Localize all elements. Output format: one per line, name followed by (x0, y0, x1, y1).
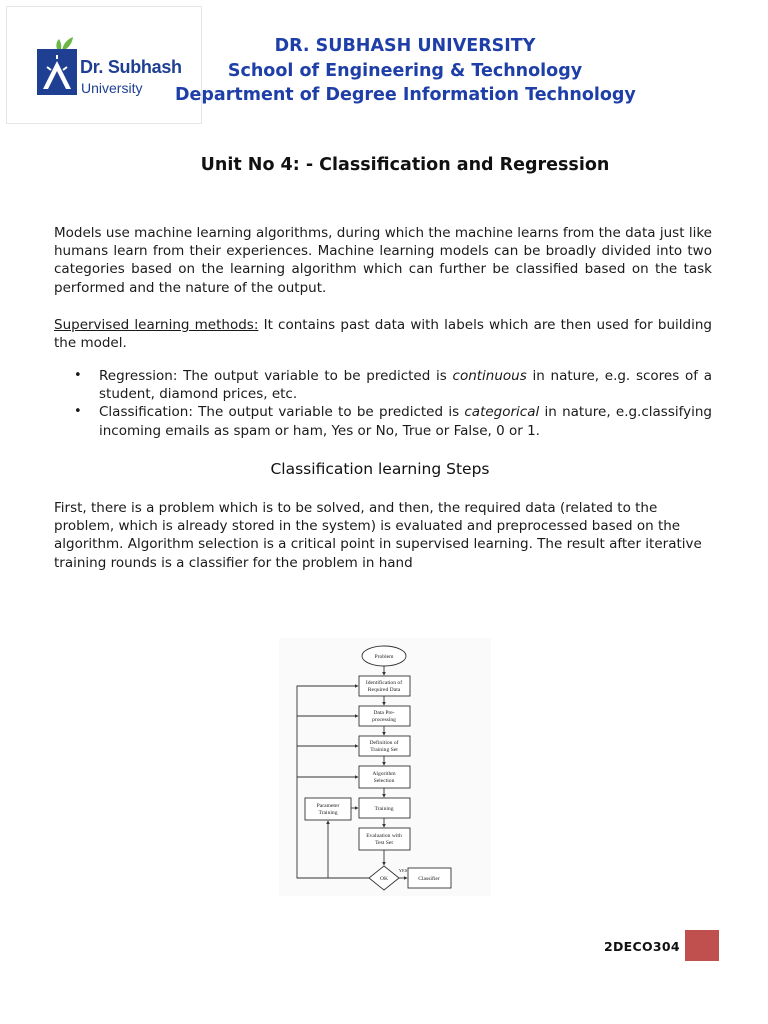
logo-emblem-icon (37, 37, 77, 97)
flow-parameter-label: Parameter (316, 803, 340, 809)
flow-evaluation-label-2: Test Set (375, 840, 393, 846)
university-logo (6, 6, 202, 124)
flow-classifier-label: Classifier (418, 876, 440, 882)
supervised-text: It contains past data with labels which are then used for building the model. (54, 317, 712, 352)
flow-preprocessing-label: Data Pre- (373, 710, 395, 716)
document-header (175, 34, 635, 108)
flow-algorithm-node (359, 766, 410, 788)
flow-parameter-label-2: Training (318, 810, 338, 816)
flow-preprocessing-node (359, 706, 410, 726)
flow-evaluation-label: Evaluation with (366, 833, 402, 839)
flow-algorithm-label-2: Selection (373, 778, 395, 784)
flow-ok-label: OK (379, 876, 389, 882)
flow-preprocessing-label-2: processing (372, 717, 396, 723)
flow-training-set-label: Definition of (369, 740, 399, 746)
flow-training-set-node (359, 736, 410, 756)
logo-subtitle: University (81, 80, 143, 96)
bullet-icon: • (74, 368, 82, 383)
flow-evaluation-node (359, 828, 410, 850)
supervised-paragraph (54, 316, 712, 352)
bullet-list (54, 367, 712, 440)
flow-identification-label-2: Required Data (367, 687, 401, 693)
flow-parameter-node (305, 798, 351, 820)
flow-algorithm-label: Algorithm (372, 771, 396, 777)
list-item-classification: • Classification: The output variable to be predicted is categorical in nature, e.g.classifying incoming emails as spam or ham, Yes or No, True or False, 0 or 1. (74, 404, 712, 439)
flow-identification-node (359, 676, 410, 696)
department-name: Department of Degree Information Technology (175, 85, 636, 105)
footer-accent-block (685, 930, 719, 961)
section-title: Classification learning Steps (270, 460, 490, 478)
intro-paragraph: Models use machine learning algorithms, during which the machine learns from the data just like humans learn from their experiences. Machine learning models can be broadly divided into two categories based on the learning algorithm which can further be classified based on the task performed and the nature of the output. (54, 225, 712, 296)
flow-training-set-label-2: Training Set (370, 747, 398, 753)
steps-paragraph: First, there is a problem which is to be solved, and then, the required data (related to the problem, which is already stored in the system) is evaluated and preprocessed based on the algorithm. Algorithm selection is a critical point in supervised learning. The result after iterative training rounds is a classifier for the problem in hand (54, 500, 702, 571)
school-name: School of Engineering & Technology (227, 60, 583, 81)
unit-title: Unit No 4: - Classification and Regression (200, 155, 610, 175)
course-code: 2DECO304 (604, 939, 680, 954)
supervised-label: Supervised learning methods: (54, 317, 259, 333)
flow-yes-label: YES (398, 868, 408, 873)
bullet-icon: • (74, 404, 82, 420)
classification-flowchart (279, 638, 491, 896)
logo-name: Dr. Subhash (80, 57, 182, 77)
flow-identification-label: Identification of (365, 680, 403, 686)
flow-problem-label: Problem (374, 654, 394, 660)
list-item-regression: • Regression: The output variable to be predicted is continuous in nature, e.g. scores of a student, diamond prices, etc. (74, 368, 712, 403)
university-name: DR. SUBHASH UNIVERSITY (274, 36, 536, 56)
flow-training-label: Training (374, 806, 394, 812)
